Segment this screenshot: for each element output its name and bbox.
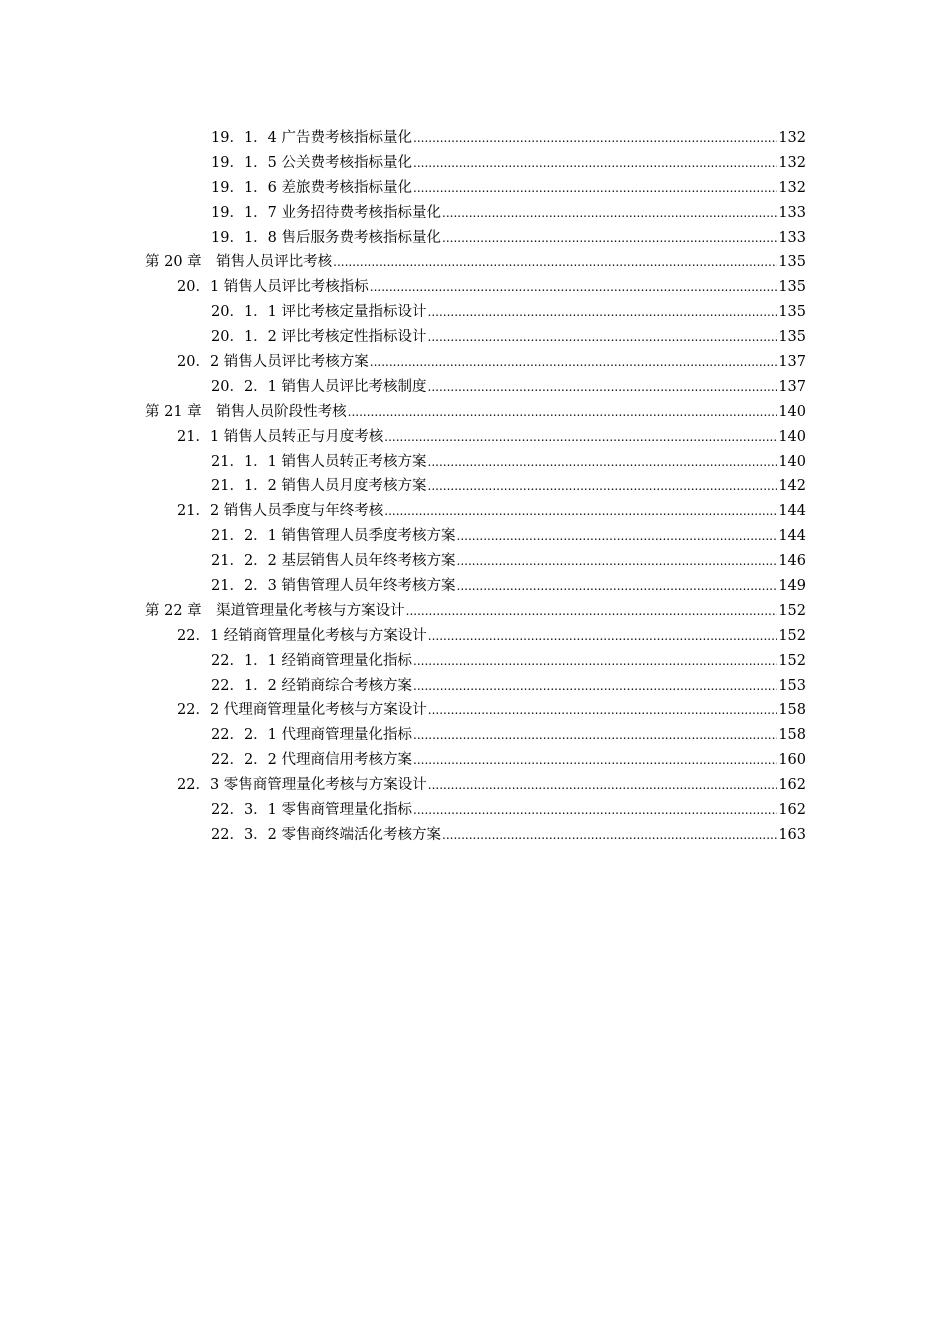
toc-dot-leader	[428, 624, 778, 649]
toc-entry[interactable]	[145, 823, 806, 848]
toc-dot-leader	[413, 176, 777, 201]
toc-entry[interactable]	[145, 649, 806, 674]
toc-dot-leader	[413, 748, 777, 773]
toc-entry-title: 19．1．8 售后服务费考核指标量化	[211, 229, 442, 246]
toc-dot-leader	[413, 151, 777, 176]
toc-entry-title: 21．2．1 销售管理人员季度考核方案	[211, 528, 456, 545]
toc-page-number: 152	[778, 652, 806, 669]
toc-dot-leader	[413, 798, 777, 823]
toc-dot-leader	[413, 723, 777, 748]
toc-dot-leader	[348, 400, 778, 425]
toc-entry-title: 21．2 销售人员季度与年终考核	[177, 503, 384, 520]
toc-entry-title: 20．1．1 评比考核定量指标设计	[211, 304, 427, 321]
toc-page-number: 144	[778, 528, 806, 545]
toc-entry[interactable]	[145, 723, 806, 748]
toc-page-number: 135	[778, 254, 806, 271]
toc-entry-title: 20．2 销售人员评比考核方案	[177, 354, 369, 371]
toc-dot-leader	[428, 698, 778, 723]
toc-page-number: 135	[778, 279, 806, 296]
toc-entry[interactable]	[145, 499, 806, 524]
toc-page-number: 142	[778, 478, 806, 495]
toc-page-number: 133	[778, 204, 806, 221]
toc-entry-title: 22．2 代理商管理量化考核与方案设计	[177, 702, 427, 719]
toc-page-number: 160	[778, 752, 806, 769]
toc-entry[interactable]	[145, 425, 806, 450]
toc-entry-title: 22．2．2 代理商信用考核方案	[211, 752, 413, 769]
toc-dot-leader	[457, 574, 778, 599]
toc-entry-title: 21．2．3 销售管理人员年终考核方案	[211, 578, 456, 595]
toc-entry[interactable]	[145, 275, 806, 300]
toc-dot-leader	[384, 425, 777, 450]
toc-page-number: 162	[778, 802, 806, 819]
toc-entry[interactable]	[145, 474, 806, 499]
toc-page-number: 140	[778, 453, 806, 470]
toc-dot-leader	[428, 325, 778, 350]
toc-dot-leader	[442, 226, 777, 251]
toc-entry[interactable]	[145, 798, 806, 823]
toc-entry-title: 19．1．6 差旅费考核指标量化	[211, 179, 413, 196]
toc-entry[interactable]	[145, 773, 806, 798]
toc-entry[interactable]	[145, 624, 806, 649]
toc-entry-title: 22．1．2 经销商综合考核方案	[211, 677, 413, 694]
toc-entry[interactable]	[145, 674, 806, 699]
toc-page-number: 135	[778, 329, 806, 346]
toc-entry[interactable]	[145, 176, 806, 201]
toc-dot-leader	[442, 201, 777, 226]
toc-page-number: 140	[778, 403, 806, 420]
toc-entry-title: 21．1．2 销售人员月度考核方案	[211, 478, 427, 495]
toc-page-number: 162	[778, 777, 806, 794]
toc-entry[interactable]	[145, 350, 806, 375]
toc-page-number: 135	[778, 304, 806, 321]
toc-entry-title: 22．2．1 代理商管理量化指标	[211, 727, 413, 744]
toc-dot-leader	[384, 499, 777, 524]
toc-page-number: 158	[778, 727, 806, 744]
toc-dot-leader	[442, 823, 777, 848]
toc-page-number: 132	[778, 154, 806, 171]
toc-page-number: 144	[778, 503, 806, 520]
toc-dot-leader	[370, 350, 778, 375]
toc-page-number: 149	[778, 578, 806, 595]
toc-entry[interactable]	[145, 375, 806, 400]
toc-entry-title: 22．3．2 零售商终端活化考核方案	[211, 826, 442, 843]
toc-entry-title: 19．1．4 广告费考核指标量化	[211, 130, 413, 146]
toc-entry-title: 第 20 章 销售人员评比考核	[145, 254, 333, 271]
toc-entry-title: 19．1．7 业务招待费考核指标量化	[211, 204, 442, 221]
toc-entry[interactable]	[145, 300, 806, 325]
toc-page-number: 132	[778, 130, 806, 146]
toc-entry-title: 第 22 章 渠道管理量化考核与方案设计	[145, 602, 405, 619]
toc-entry[interactable]	[145, 126, 806, 151]
toc-entry-title: 21．1 销售人员转正与月度考核	[177, 428, 384, 445]
toc-dot-leader	[428, 375, 778, 400]
toc-page-number: 137	[778, 354, 806, 371]
toc-page-number: 140	[778, 428, 806, 445]
toc-entry[interactable]	[145, 250, 806, 275]
toc-dot-leader	[413, 649, 777, 674]
toc-dot-leader	[413, 674, 777, 699]
toc-page-number: 152	[778, 627, 806, 644]
toc-page-number: 132	[778, 179, 806, 196]
toc-entry-title: 22．3 零售商管理量化考核与方案设计	[177, 777, 427, 794]
toc-entry-title: 20．2．1 销售人员评比考核制度	[211, 378, 427, 395]
toc-dot-leader	[428, 300, 778, 325]
toc-entry-title: 第 21 章 销售人员阶段性考核	[145, 403, 347, 420]
toc-entry-title: 20．1．2 评比考核定性指标设计	[211, 329, 427, 346]
toc-entry-title: 21．2．2 基层销售人员年终考核方案	[211, 553, 456, 570]
toc-dot-leader	[428, 773, 778, 798]
toc-entry[interactable]	[145, 226, 806, 251]
toc-page-number: 163	[778, 826, 806, 843]
toc-entry-title: 19．1．5 公关费考核指标量化	[211, 154, 413, 171]
toc-entry-title: 22．3．1 零售商管理量化指标	[211, 802, 413, 819]
table-of-contents	[145, 126, 806, 848]
toc-page-number: 133	[778, 229, 806, 246]
toc-entry-title: 22．1 经销商管理量化考核与方案设计	[177, 627, 427, 644]
toc-dot-leader	[370, 275, 778, 300]
toc-entry[interactable]	[145, 524, 806, 549]
toc-entry[interactable]	[145, 325, 806, 350]
toc-entry[interactable]	[145, 201, 806, 226]
toc-dot-leader	[413, 126, 777, 151]
toc-page-number: 153	[778, 677, 806, 694]
toc-entry[interactable]	[145, 698, 806, 723]
toc-page-number: 152	[778, 602, 806, 619]
toc-entry[interactable]	[145, 599, 806, 624]
toc-entry-title: 20．1 销售人员评比考核指标	[177, 279, 369, 296]
toc-entry[interactable]	[145, 748, 806, 773]
toc-dot-leader	[428, 474, 778, 499]
toc-page-number: 158	[778, 702, 806, 719]
toc-entry[interactable]	[145, 574, 806, 599]
toc-entry[interactable]	[145, 450, 806, 475]
toc-entry-title: 22．1．1 经销商管理量化指标	[211, 652, 413, 669]
toc-page-number: 146	[778, 553, 806, 570]
toc-dot-leader	[333, 250, 777, 275]
toc-entry[interactable]	[145, 549, 806, 574]
toc-entry[interactable]	[145, 151, 806, 176]
toc-entry-title: 21．1．1 销售人员转正考核方案	[211, 453, 427, 470]
toc-dot-leader	[428, 450, 778, 475]
toc-entry[interactable]	[145, 400, 806, 425]
toc-dot-leader	[457, 524, 778, 549]
toc-dot-leader	[406, 599, 778, 624]
toc-page-number: 137	[778, 378, 806, 395]
toc-dot-leader	[457, 549, 778, 574]
